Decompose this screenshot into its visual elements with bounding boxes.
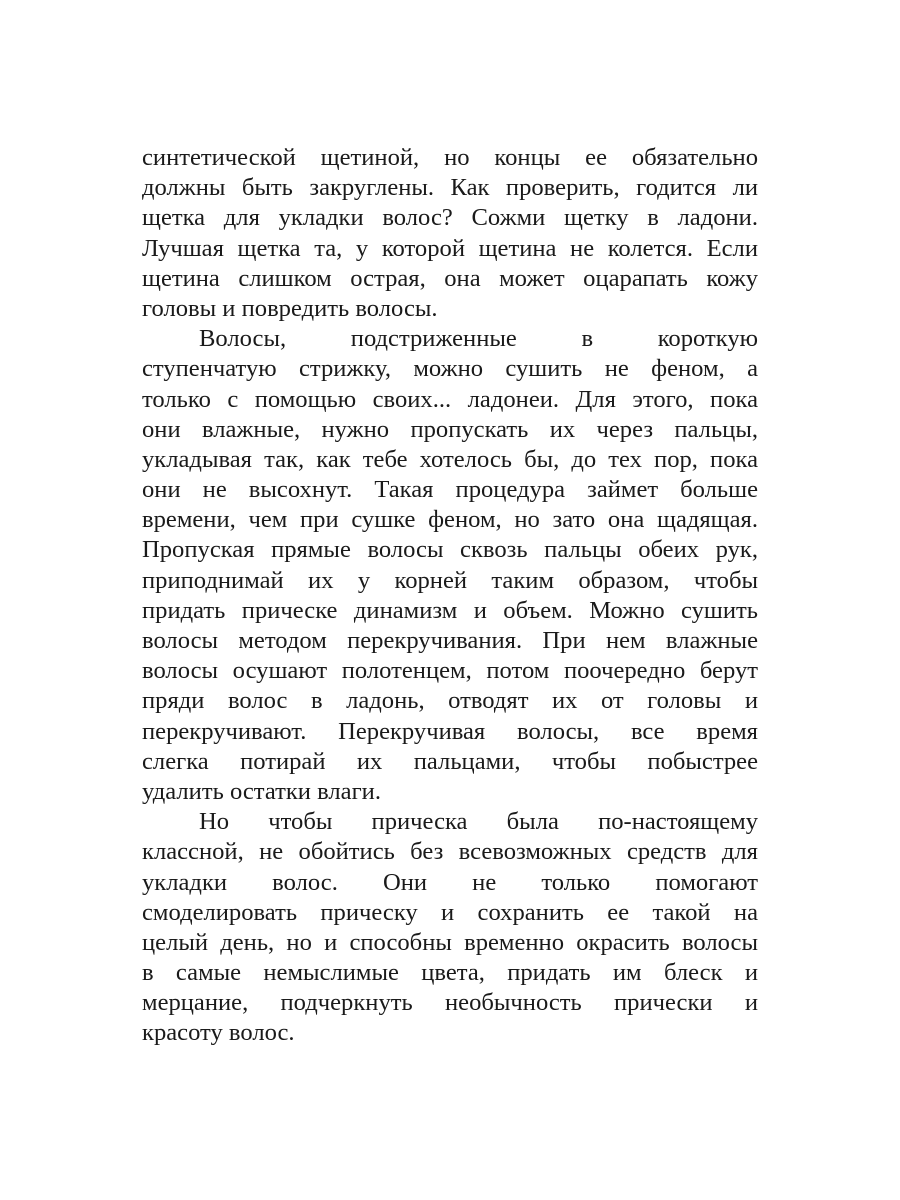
- text-line: целый день, но и способны временно окрасить волосы: [142, 928, 758, 956]
- body-text: [142, 143, 758, 1049]
- text-line: волосы осушают полотенцем, потом поочередно берут: [142, 657, 758, 685]
- text-line: только с помощью своих... ладонеи. Для этого, пока: [142, 385, 758, 413]
- text-line: пряди волос в ладонь, отводят их от головы и: [142, 687, 758, 715]
- text-line: Но чтобы прическа была по-настоящему: [199, 808, 758, 836]
- text-line: они не высохнут. Такая процедура займет больше: [142, 476, 758, 504]
- text-line: слегка потирай их пальцами, чтобы побыстрее: [142, 747, 758, 775]
- text-line: щетка для укладки волос? Сожми щетку в ладони.: [142, 204, 758, 232]
- text-line: они влажные, нужно пропускать их через пальцы,: [142, 415, 758, 443]
- text-line: ступенчатую стрижку, можно сушить не феном, а: [142, 355, 758, 383]
- text-line: Лучшая щетка та, у которой щетина не колется. Если: [142, 234, 758, 262]
- text-line: головы и повредить волосы.: [142, 294, 438, 322]
- text-line: волосы методом перекручивания. При нем влажные: [142, 627, 758, 654]
- text-line: должны быть закруглены. Как проверить, годится ли: [142, 174, 758, 202]
- text-line: перекручивают. Перекручивая волосы, все время: [142, 717, 758, 745]
- text-line: укладки волос. Они не только помогают: [142, 868, 758, 896]
- text-line: в самые немыслимые цвета, придать им блеск и: [142, 959, 758, 987]
- text-line: классной, не обойтись без всевозможных средств для: [142, 838, 758, 866]
- text-line: Пропуская прямые волосы сквозь пальцы обеих рук,: [142, 536, 758, 564]
- text-line: синтетической щетиной, но концы ее обязательно: [142, 144, 758, 171]
- text-line: укладывая так, как тебе хотелось бы, до тех пор, пока: [142, 445, 758, 473]
- text-line: времени, чем при сушке феном, но зато она щадящая.: [142, 506, 758, 534]
- text-line: красоту волос.: [142, 1019, 295, 1047]
- text-line: смоделировать прическу и сохранить ее такой на: [142, 898, 758, 926]
- text-line: Волосы, подстриженные в короткую: [199, 325, 758, 353]
- text-line: мерцание, подчеркнуть необычность прически и: [142, 989, 758, 1017]
- text-line: придать прическе динамизм и объем. Можно сушить: [142, 596, 758, 624]
- text-line: удалить остатки влаги.: [142, 777, 381, 805]
- text-line: приподнимай их у корней таким образом, чтобы: [142, 566, 758, 594]
- text-line: щетина слишком острая, она может оцарапать кожу: [142, 264, 758, 292]
